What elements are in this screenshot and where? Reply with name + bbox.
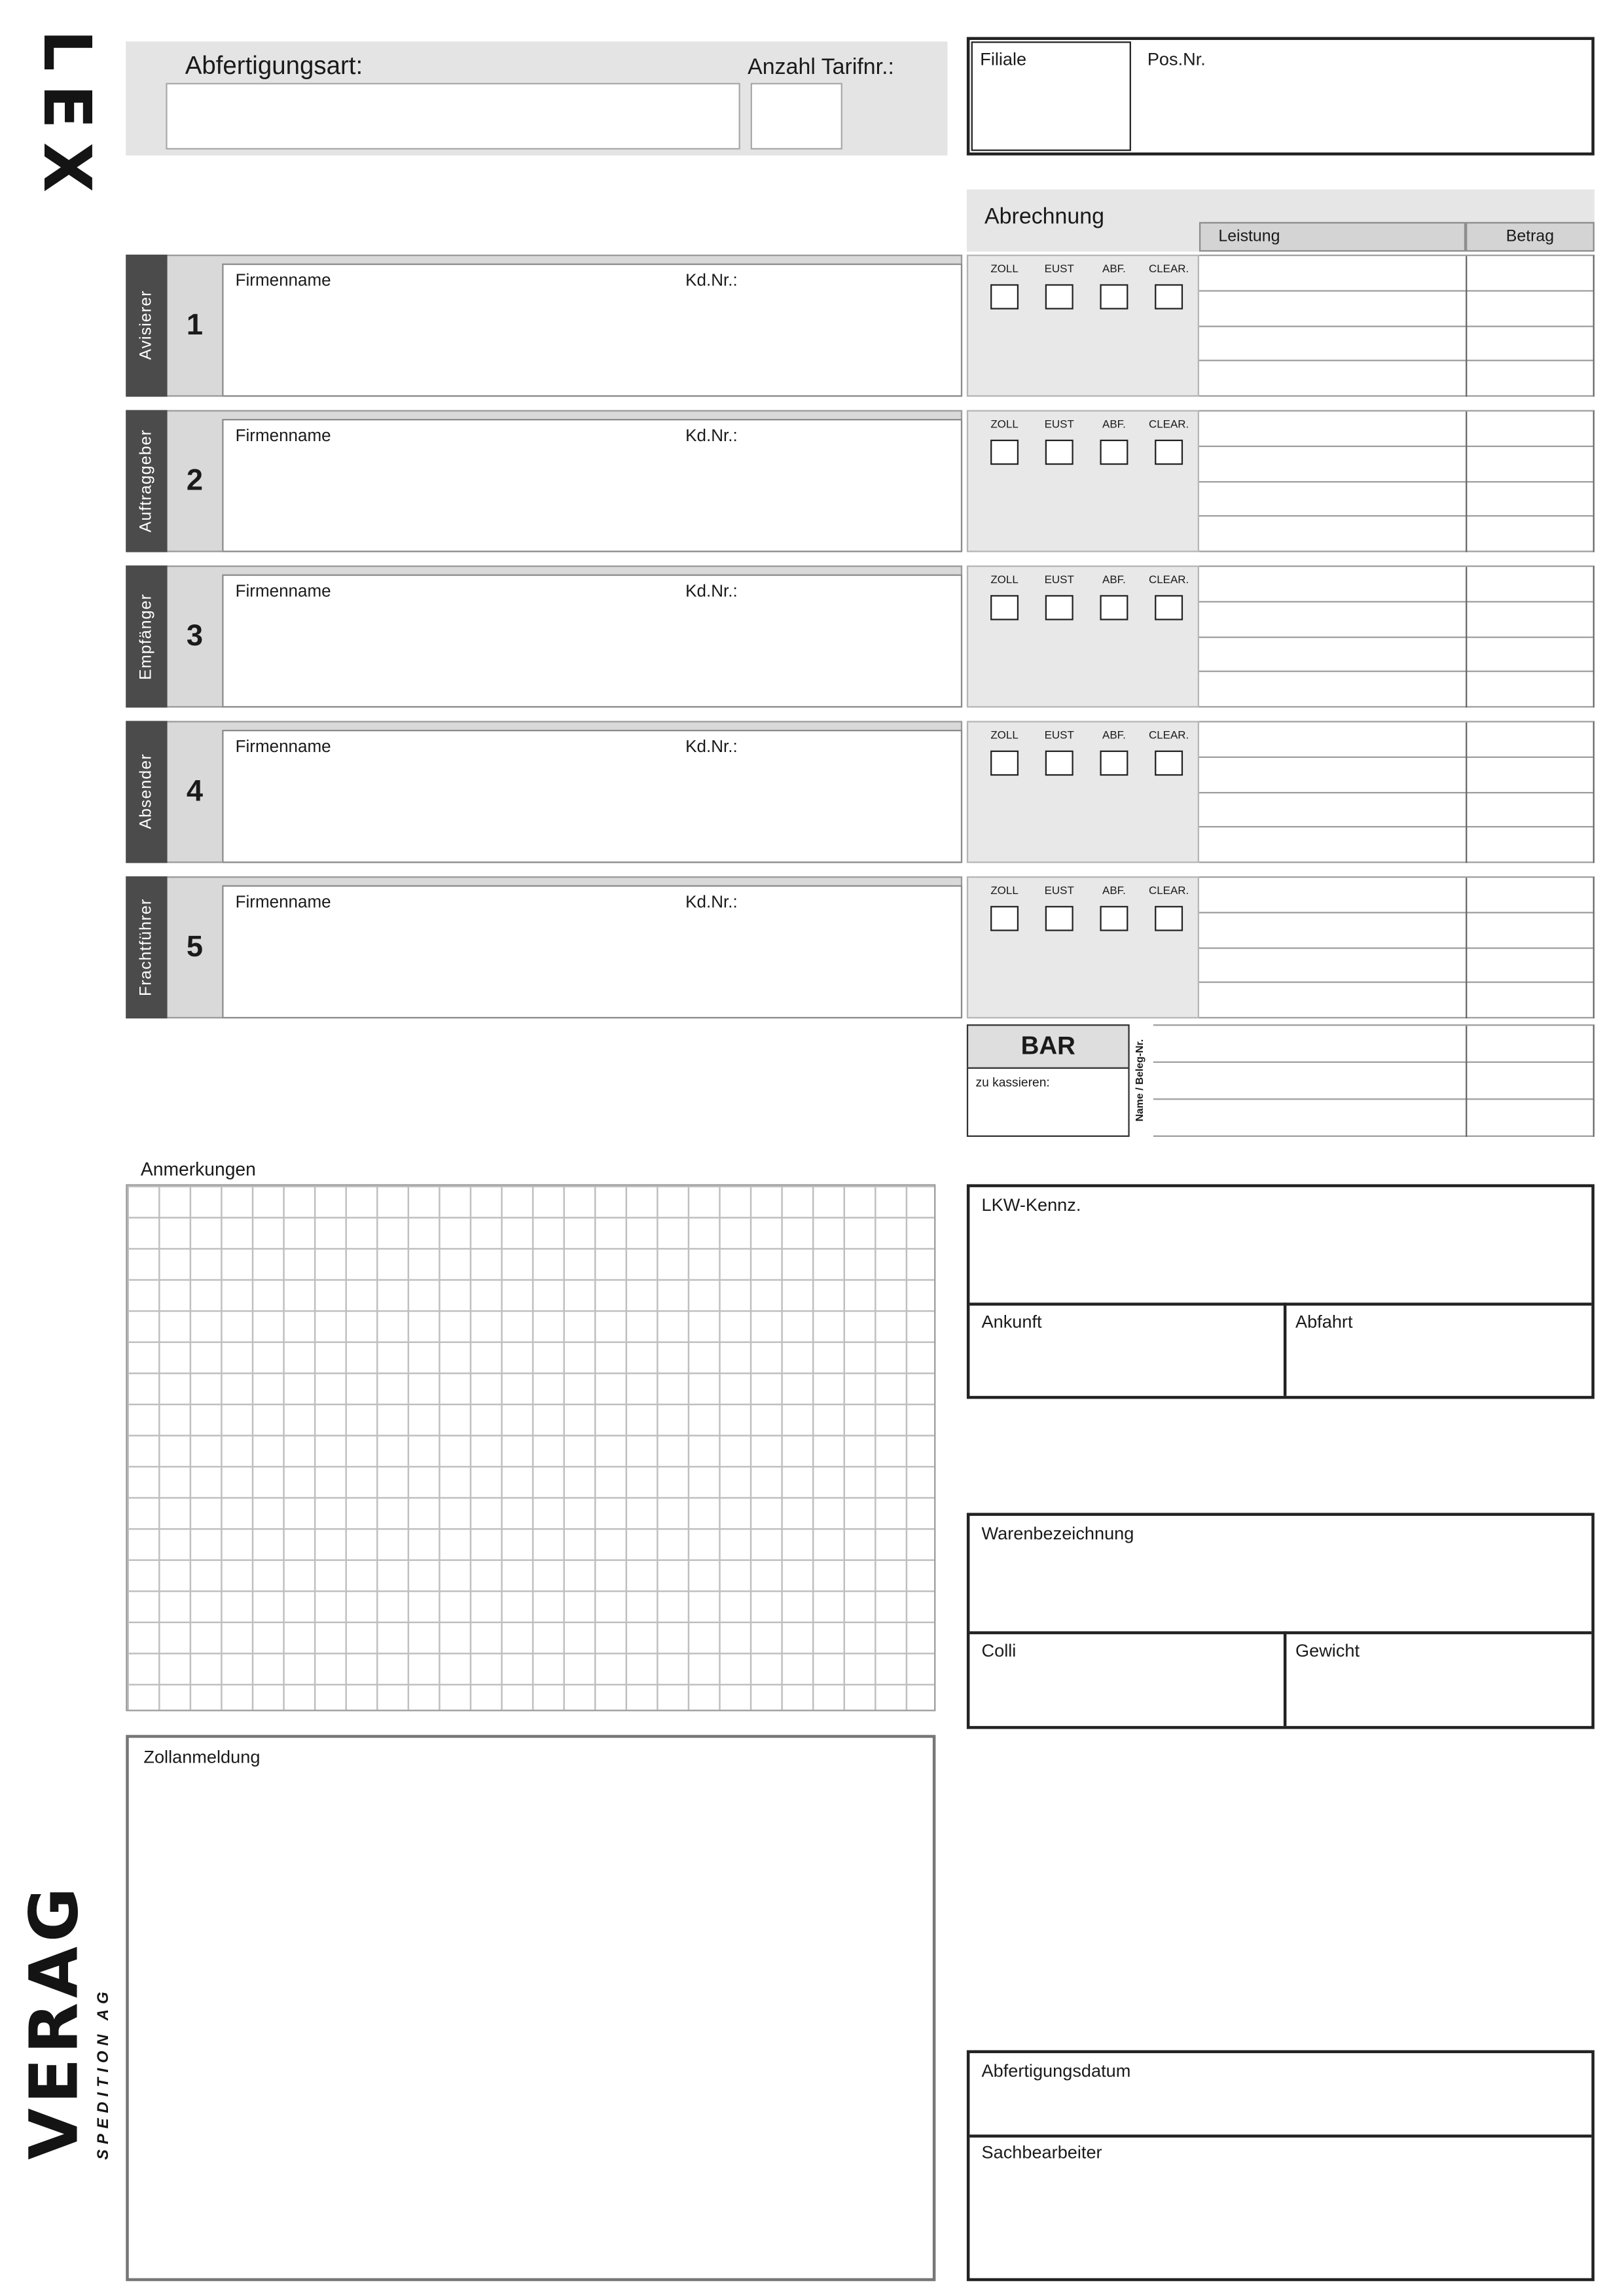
betrag-column-divider	[1466, 723, 1467, 863]
leistung-betrag-row[interactable]	[1199, 723, 1593, 758]
zollanmeldung-label: Zollanmeldung	[143, 1746, 261, 1768]
clear-checkbox-label: CLEAR.	[1148, 417, 1189, 431]
leistung-betrag-row[interactable]	[1199, 878, 1593, 913]
eust-checkbox-column	[1032, 884, 1087, 1017]
kdnr-label: Kd.Nr.:	[685, 427, 738, 446]
zoll-checkbox[interactable]	[990, 751, 1019, 776]
zoll-checkbox-column	[977, 884, 1032, 1017]
zoll-checkbox-label: ZOLL	[990, 573, 1019, 586]
kdnr-label: Kd.Nr.:	[685, 272, 738, 291]
party-role-label: Absender	[137, 754, 156, 830]
leistung-betrag-row[interactable]	[1199, 828, 1593, 863]
party-role-label: Frachtführer	[137, 898, 156, 997]
eust-checkbox[interactable]	[1045, 440, 1074, 465]
zoll-checkbox[interactable]	[990, 284, 1019, 309]
leistung-betrag-row[interactable]	[1199, 602, 1593, 637]
charge-checkbox-zone	[967, 876, 1199, 1018]
party-number: 5	[186, 930, 203, 963]
leistung-betrag-row[interactable]	[1199, 412, 1593, 447]
leistung-betrag-row[interactable]	[1199, 983, 1593, 1018]
abfahrt-label: Abfahrt	[1295, 1311, 1353, 1333]
eust-checkbox-label: EUST	[1044, 262, 1074, 276]
name-beleg-container	[1128, 1024, 1153, 1137]
abf-checkbox-column	[1087, 728, 1142, 862]
colli-gewicht-divider	[1284, 1631, 1287, 1726]
anzahl-tarifnr-label: Anzahl Tarifnr.:	[748, 54, 894, 81]
party-role-label: Auftraggeber	[137, 429, 156, 533]
clear-checkbox-column	[1142, 728, 1197, 862]
betrag-column-divider	[1466, 1026, 1467, 1137]
eust-checkbox-column	[1032, 573, 1087, 706]
zoll-checkbox-label: ZOLL	[990, 728, 1019, 742]
lkw-divider	[969, 1302, 1591, 1306]
eust-checkbox-column	[1032, 728, 1087, 862]
leistung-betrag-row[interactable]	[1199, 567, 1593, 602]
leistung-betrag-row[interactable]	[1199, 757, 1593, 793]
eust-checkbox[interactable]	[1045, 906, 1074, 931]
zoll-checkbox-column	[977, 418, 1032, 551]
leistung-betrag-row[interactable]	[1199, 637, 1593, 673]
pos-nr-label: Pos.Nr.	[1147, 48, 1206, 70]
party-number: 1	[186, 308, 203, 342]
lkw-kennz-label: LKW-Kennz.	[981, 1194, 1081, 1215]
ankunft-abfahrt-divider	[1284, 1302, 1287, 1395]
leistung-betrag-table	[1199, 410, 1595, 552]
gewicht-label: Gewicht	[1295, 1640, 1360, 1661]
zoll-checkbox[interactable]	[990, 595, 1019, 620]
party-row	[0, 565, 1624, 708]
zoll-checkbox-label: ZOLL	[990, 262, 1019, 276]
leistung-betrag-row[interactable]	[1199, 948, 1593, 984]
clear-checkbox-label: CLEAR.	[1148, 262, 1189, 276]
eust-checkbox-label: EUST	[1044, 417, 1074, 431]
abfertigungsdatum-label: Abfertigungsdatum	[981, 2060, 1131, 2081]
bar-leistung-betrag-table	[1153, 1024, 1595, 1137]
abf-checkbox[interactable]	[1100, 595, 1128, 620]
filiale-label: Filiale	[980, 48, 1027, 70]
zu-kassieren-field[interactable]	[967, 1067, 1130, 1137]
verag-logo-subtitle: SPEDITION AG	[94, 1986, 113, 2160]
firmenname-input-area[interactable]	[222, 575, 962, 708]
firmenname-label: Firmenname	[235, 427, 331, 446]
party-role-bar	[126, 255, 167, 397]
abf-checkbox-column	[1087, 573, 1142, 706]
zoll-checkbox-column	[977, 573, 1032, 706]
betrag-column-header: Betrag	[1466, 222, 1595, 251]
firmenname-label: Firmenname	[235, 583, 331, 601]
goods-divider	[969, 1631, 1591, 1634]
abf-checkbox[interactable]	[1100, 284, 1128, 309]
abf-checkbox-label: ABF.	[1102, 262, 1126, 276]
processing-divider	[969, 2134, 1591, 2138]
anzahl-tarifnr-input[interactable]	[751, 83, 842, 150]
leistung-betrag-row[interactable]	[1199, 291, 1593, 327]
zoll-checkbox-label: ZOLL	[990, 417, 1019, 431]
goods-section[interactable]	[967, 1513, 1595, 1729]
betrag-column-divider	[1466, 567, 1467, 708]
abf-checkbox-label: ABF.	[1102, 884, 1126, 897]
party-role-bar	[126, 565, 167, 708]
clear-checkbox[interactable]	[1155, 595, 1183, 620]
eust-checkbox-label: EUST	[1044, 884, 1074, 897]
clear-checkbox-label: CLEAR.	[1148, 728, 1189, 742]
leistung-betrag-row[interactable]	[1199, 482, 1593, 517]
leistung-betrag-row[interactable]	[1199, 327, 1593, 362]
party-row	[0, 255, 1624, 397]
party-row	[0, 876, 1624, 1018]
lex-logo: LEX	[27, 29, 104, 206]
charge-checkbox-zone	[967, 565, 1199, 708]
firmenname-label: Firmenname	[235, 894, 331, 912]
clear-checkbox-column	[1142, 262, 1197, 395]
clear-checkbox-column	[1142, 573, 1197, 706]
party-row	[0, 410, 1624, 552]
leistung-betrag-table	[1199, 255, 1595, 397]
colli-label: Colli	[981, 1640, 1017, 1661]
abrechnung-title: Abrechnung	[984, 204, 1105, 230]
clear-checkbox[interactable]	[1155, 751, 1183, 776]
leistung-betrag-table	[1199, 876, 1595, 1018]
betrag-column-divider	[1466, 412, 1467, 552]
anmerkungen-label: Anmerkungen	[140, 1158, 256, 1180]
leistung-betrag-row[interactable]	[1153, 1026, 1593, 1063]
clear-checkbox-label: CLEAR.	[1148, 573, 1189, 586]
clear-checkbox-column	[1142, 418, 1197, 551]
party-role-bar	[126, 876, 167, 1018]
firmenname-input-area[interactable]	[222, 264, 962, 397]
abfertigungsart-input[interactable]	[166, 83, 740, 150]
ankunft-label: Ankunft	[981, 1311, 1042, 1333]
zoll-checkbox-column	[977, 262, 1032, 395]
bar-title-box: BAR	[967, 1024, 1130, 1069]
firmenname-label: Firmenname	[235, 272, 331, 291]
party-role-bar	[126, 721, 167, 863]
abfertigungsart-label: Abfertigungsart:	[185, 52, 363, 81]
abf-checkbox-label: ABF.	[1102, 417, 1126, 431]
party-row	[0, 721, 1624, 863]
anmerkungen-grid[interactable]	[126, 1184, 935, 1711]
eust-checkbox-label: EUST	[1044, 573, 1074, 586]
kdnr-label: Kd.Nr.:	[685, 894, 738, 912]
zoll-checkbox[interactable]	[990, 440, 1019, 465]
leistung-betrag-row[interactable]	[1153, 1063, 1593, 1100]
leistung-betrag-row[interactable]	[1199, 361, 1593, 397]
eust-checkbox-column	[1032, 418, 1087, 551]
leistung-betrag-row[interactable]	[1199, 517, 1593, 552]
party-number: 4	[186, 774, 203, 808]
charge-checkbox-zone	[967, 410, 1199, 552]
abf-checkbox[interactable]	[1100, 751, 1128, 776]
eust-checkbox[interactable]	[1045, 751, 1074, 776]
leistung-betrag-row[interactable]	[1199, 446, 1593, 482]
clear-checkbox-column	[1142, 884, 1197, 1017]
abf-checkbox[interactable]	[1100, 440, 1128, 465]
abf-checkbox[interactable]	[1100, 906, 1128, 931]
processing-section[interactable]	[967, 2050, 1595, 2281]
warenbezeichnung-label: Warenbezeichnung	[981, 1523, 1134, 1544]
clear-checkbox[interactable]	[1155, 906, 1183, 931]
party-role-label: Empfänger	[137, 593, 156, 680]
zoll-checkbox-label: ZOLL	[990, 884, 1019, 897]
party-role-label: Avisierer	[137, 291, 156, 361]
leistung-betrag-row[interactable]	[1199, 793, 1593, 828]
firmenname-input-area[interactable]	[222, 730, 962, 863]
kdnr-label: Kd.Nr.:	[685, 583, 738, 601]
abf-checkbox-column	[1087, 418, 1142, 551]
zoll-checkbox[interactable]	[990, 906, 1019, 931]
abf-checkbox-column	[1087, 262, 1142, 395]
leistung-betrag-row[interactable]	[1153, 1100, 1593, 1137]
filiale-field[interactable]	[971, 41, 1131, 151]
verag-logo: VERAG	[14, 1882, 94, 2160]
name-beleg-label: Name / Beleg-Nr.	[1135, 1039, 1146, 1122]
clear-checkbox[interactable]	[1155, 440, 1183, 465]
party-number: 2	[186, 464, 203, 497]
firmenname-input-area[interactable]	[222, 885, 962, 1018]
sachbearbeiter-label: Sachbearbeiter	[981, 2142, 1102, 2163]
eust-checkbox-label: EUST	[1044, 728, 1074, 742]
charge-checkbox-zone	[967, 255, 1199, 397]
eust-checkbox-column	[1032, 262, 1087, 395]
eust-checkbox[interactable]	[1045, 595, 1074, 620]
leistung-betrag-row[interactable]	[1199, 256, 1593, 291]
charge-checkbox-zone	[967, 721, 1199, 863]
leistung-betrag-table	[1199, 721, 1595, 863]
leistung-betrag-row[interactable]	[1199, 672, 1593, 708]
betrag-column-divider	[1466, 256, 1467, 397]
abf-checkbox-label: ABF.	[1102, 728, 1126, 742]
kdnr-label: Kd.Nr.:	[685, 738, 738, 757]
leistung-column-header: Leistung	[1199, 222, 1466, 251]
clear-checkbox[interactable]	[1155, 284, 1183, 309]
zu-kassieren-label: zu kassieren:	[975, 1074, 1050, 1090]
party-number: 3	[186, 619, 203, 653]
betrag-column-divider	[1466, 878, 1467, 1018]
abfertigungsart-band	[126, 41, 947, 155]
party-role-bar	[126, 410, 167, 552]
eust-checkbox[interactable]	[1045, 284, 1074, 309]
filiale-posnr-box[interactable]	[967, 37, 1595, 156]
zoll-checkbox-column	[977, 728, 1032, 862]
zollanmeldung-field[interactable]	[126, 1735, 935, 2282]
abf-checkbox-column	[1087, 884, 1142, 1017]
abf-checkbox-label: ABF.	[1102, 573, 1126, 586]
leistung-betrag-table	[1199, 565, 1595, 708]
leistung-betrag-row[interactable]	[1199, 913, 1593, 948]
firmenname-label: Firmenname	[235, 738, 331, 757]
lkw-section[interactable]	[967, 1184, 1595, 1399]
clear-checkbox-label: CLEAR.	[1148, 884, 1189, 897]
firmenname-input-area[interactable]	[222, 419, 962, 552]
